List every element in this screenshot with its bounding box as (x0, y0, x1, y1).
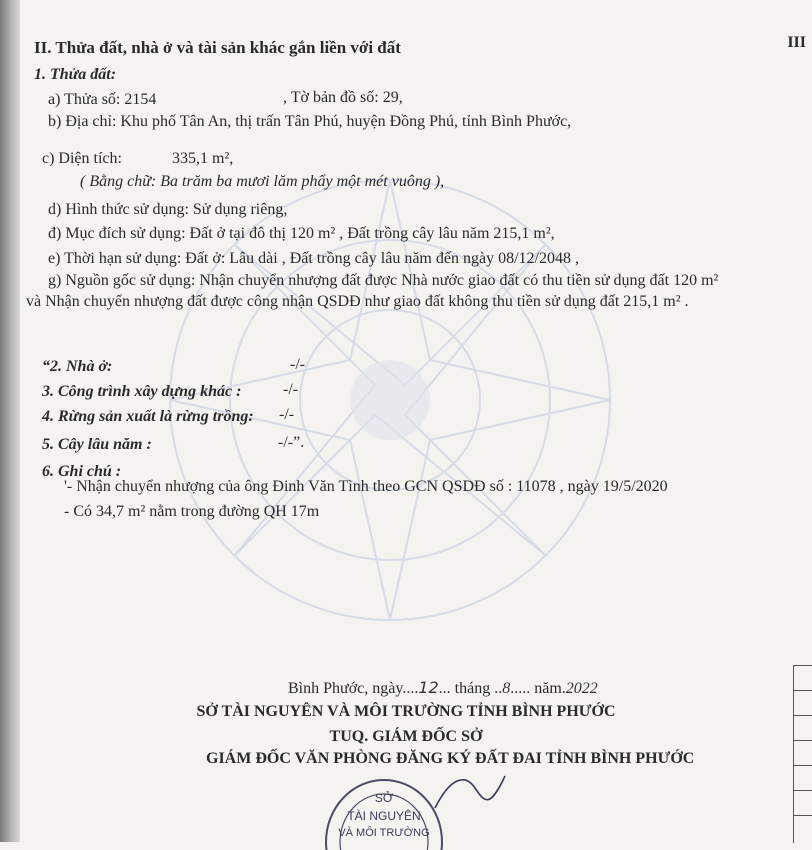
perennial-value: -/-”. (278, 434, 305, 451)
construction-value: -/- (283, 381, 299, 398)
construction-label: 3. Công trình xây dựng khác : (42, 383, 242, 400)
date-year-label: năm (534, 680, 562, 697)
signing-date: Bình Phước, ngày....12... tháng ..8..... năm.2022 (288, 678, 598, 697)
issuing-organization: SỞ TÀI NGUYÊN VÀ MÔI TRƯỜNG TỈNH BÌNH PHƯỚC (196, 703, 616, 720)
area-value: 335,1 m², (172, 150, 234, 167)
authorization-line: TUQ. GIÁM ĐỐC SỞ (329, 728, 483, 745)
note-transfer: '- Nhận chuyển nhượng của ông Đinh Văn Tình theo GCN QSDĐ số : 11078 , ngày 19/5/2020 (64, 478, 668, 495)
forest-label: 4. Rừng sản xuất là rừng trồng: (42, 408, 254, 425)
usage-term: e) Thời hạn sử dụng: Đất ở: Lâu dài , Đất trồng cây lâu năm đến ngày 08/12/2048 , (48, 250, 579, 267)
map-sheet-number: , Tờ bản đồ số: 29, (283, 89, 403, 106)
date-month: 8 (502, 680, 511, 697)
note-planning-road: - Có 34,7 m² nằm trong đường QH 17m (64, 503, 320, 520)
seal-text-2: TÀI NGUYÊN (347, 809, 421, 823)
usage-form: d) Hình thức sử dụng: Sử dụng riêng, (48, 201, 288, 218)
seal-text-1: SỞ (374, 791, 394, 805)
page-marker: III (787, 34, 806, 51)
usage-origin-line2: và Nhận chuyển nhượng đất được công nhận QSDĐ như giao đất không thu tiền sử dụng đất 215,1 m² . (26, 293, 689, 310)
area-in-words: ( Bằng chữ: Ba trăm ba mươi lăm phẩy một mét vuông ), (80, 173, 445, 190)
parcel-address: b) Địa chỉ: Khu phố Tân An, thị trấn Tân Phú, huyện Đồng Phú, tỉnh Bình Phước, (48, 113, 572, 130)
parcel-number: a) Thửa số: 2154 (48, 91, 157, 108)
usage-purpose: đ) Mục đích sử dụng: Đất ở tại đô thị 120 m² , Đất trồng cây lâu năm 215,1 m², (48, 225, 555, 242)
area-label: c) Diện tích: (42, 150, 122, 167)
house-value: -/- (290, 356, 306, 373)
forest-value: -/- (279, 406, 295, 423)
usage-origin-line1: g) Nguồn gốc sử dụng: Nhận chuyển nhượng đất được Nhà nước giao đất có thu tiền sử dụng đất 120 m² (48, 272, 719, 289)
date-month-label: tháng (454, 680, 491, 697)
date-day: 12 (418, 678, 439, 697)
date-prefix: Bình Phước, ngày (288, 680, 403, 697)
date-year: 2022 (565, 680, 598, 697)
director-title: GIÁM ĐỐC VĂN PHÒNG ĐĂNG KÝ ĐẤT ĐAI TỈNH BÌNH PHƯỚC (206, 750, 695, 767)
parcel-heading: 1. Thửa đất: (34, 66, 117, 83)
signature-mark (430, 768, 510, 818)
notes-label: 6. Ghi chú : (42, 463, 122, 480)
seal-text-3: VÀ MÔI TRƯỜNG (338, 827, 430, 839)
house-label: “2. Nhà ở: (42, 358, 113, 375)
section-title: II. Thửa đất, nhà ở và tài sản khác gắn liền với đất (34, 38, 401, 57)
margin-table-fragment (793, 665, 812, 843)
perennial-label: 5. Cây lâu năm : (42, 436, 152, 453)
